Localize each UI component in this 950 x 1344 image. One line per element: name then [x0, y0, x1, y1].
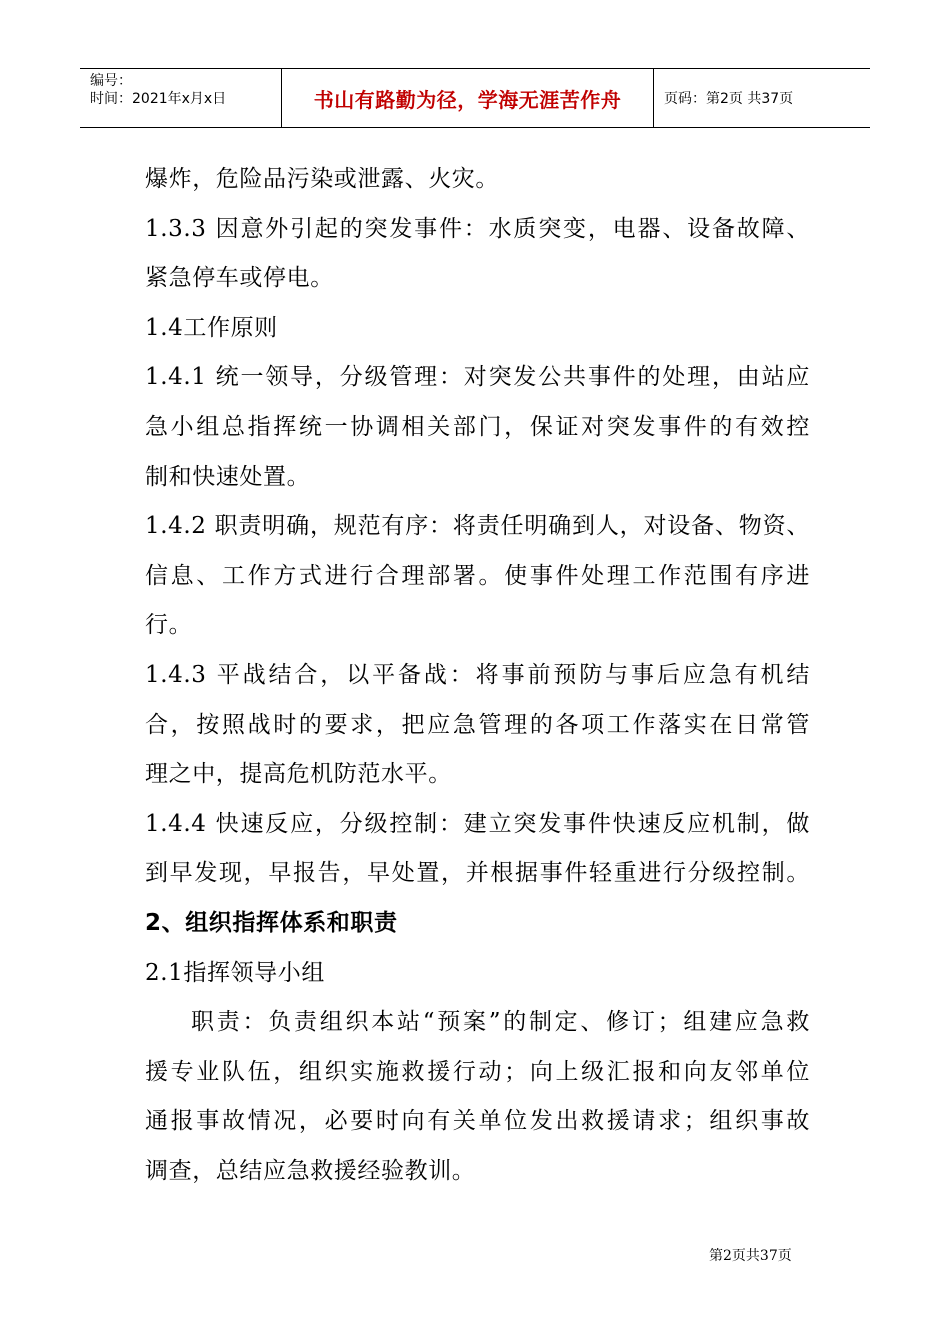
section-heading-2-1: 2.1指挥领导小组 [145, 959, 325, 986]
body-line: 1.3.3 因意外引起的突发事件：水质突变，电器、设备故障、 [145, 215, 810, 242]
body-line: 1.4.1 统一领导，分级管理：对突发公共事件的处理，由站应 [145, 364, 810, 391]
body-line: 急小组总指挥统一协调相关部门，保证对突发事件的有效控 [145, 413, 810, 440]
body-line: 行。 [145, 612, 193, 639]
body-line: 1.4.3 平战结合，以平备战：将事前预防与事后应急有机结 [145, 661, 810, 688]
header-motto: 书山有路勤为径，学海无涯苦作舟 [282, 69, 654, 127]
body-line: 1.4.2 职责明确，规范有序：将责任明确到人，对设备、物资、 [145, 513, 810, 540]
document-body [145, 155, 810, 1196]
body-line: 到早发现，早报告，早处置，并根据事件轻重进行分级控制。 [145, 860, 810, 887]
body-line: 职责：负责组织本站“预案”的制定、修订；组建应急救 [191, 1009, 810, 1036]
body-line: 调查，总结应急救援经验教训。 [145, 1157, 476, 1184]
body-line: 援专业队伍，组织实施救援行动；向上级汇报和向友邻单位 [145, 1058, 810, 1085]
document-number-label: 编号： [90, 73, 132, 89]
body-line: 爆炸，危险品污染或泄露、火灾。 [145, 166, 499, 192]
body-line: 通报事故情况，必要时向有关单位发出救援请求；组织事故 [145, 1108, 810, 1135]
body-line: 制和快速处置。 [145, 463, 311, 490]
body-line: 理之中，提高危机防范水平。 [145, 761, 452, 788]
header-meta [80, 69, 282, 127]
page-header [80, 68, 870, 128]
document-time-label: 时间：2021年x月x日 [90, 91, 227, 107]
body-line: 紧急停车或停电。 [145, 265, 334, 292]
body-line: 合，按照战时的要求，把应急管理的各项工作落实在日常管 [145, 711, 810, 738]
page-footer: 第2页共37页 [709, 1248, 792, 1264]
section-heading-1-4: 1.4工作原则 [145, 314, 278, 341]
body-line: 信息、工作方式进行合理部署。使事件处理工作范围有序进 [145, 562, 810, 589]
header-page-info: 页码：第2页 共37页 [664, 91, 794, 107]
section-heading-2: 2、组织指挥体系和职责 [145, 909, 398, 936]
body-line: 1.4.4 快速反应，分级控制：建立突发事件快速反应机制，做 [145, 810, 810, 837]
